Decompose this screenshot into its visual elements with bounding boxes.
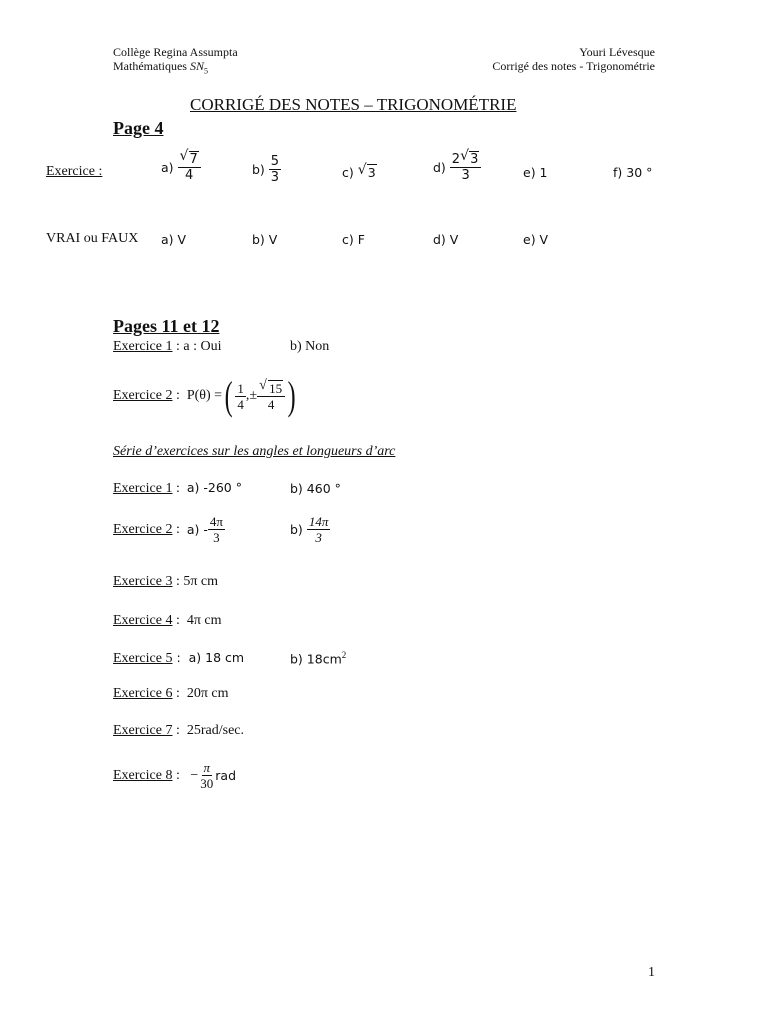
serie-ex5-b-sup: 2 <box>341 650 347 660</box>
sqrt-icon: √ <box>259 377 267 393</box>
subject-code: SN <box>189 59 204 73</box>
d-rad: 3 <box>470 152 479 167</box>
right-paren-icon: ) <box>287 373 296 418</box>
serie-ex5-b-text: b) 18cm <box>290 651 342 667</box>
serie-ex2-b-frac <box>307 514 331 545</box>
serie-ex2-b-label: b) <box>290 522 303 537</box>
d-coef: 2 <box>451 152 461 167</box>
sqrt-icon: √ <box>357 162 367 178</box>
serie-ex8-sep: : − <box>172 767 199 783</box>
serie-ex7-value: : 25rad/sec. <box>172 723 244 738</box>
p11-ex1-b: b) Non <box>290 339 330 354</box>
serie-ex2-b <box>290 514 330 545</box>
vf-c: c) F <box>342 232 365 247</box>
serie-ex2-a: a) - <box>186 522 208 537</box>
page4-heading: Page 4 <box>113 118 164 138</box>
answer-a-label: a) <box>161 160 174 175</box>
a-num: 7 <box>189 152 198 167</box>
serie-ex2-b-num: 14π <box>308 514 329 529</box>
serie-exercice-2 <box>113 514 225 545</box>
serie-exercice-1 <box>113 480 242 497</box>
serie-exercice-3 <box>113 574 218 590</box>
left-paren-icon: ( <box>224 373 233 418</box>
serie-title: Série d’exercices sur les angles et longueurs d’arc <box>113 444 396 459</box>
p11-ex2-n2: 15 <box>269 380 283 396</box>
author-name: Youri Lévesque <box>579 45 655 59</box>
page4-answer-d <box>433 148 481 183</box>
serie-ex1-sep: : <box>172 481 187 496</box>
serie-ex8-frac <box>198 760 215 791</box>
serie-ex4-label: Exercice 4 <box>113 613 173 628</box>
serie-exercice-8 <box>113 760 236 791</box>
vf-e: e) V <box>523 232 549 247</box>
school-name: Collège Regina Assumpta <box>113 45 238 59</box>
subject <box>113 59 208 78</box>
p11-ex2-sep: : P(θ) = <box>172 388 223 403</box>
answer-c-label: c) <box>342 165 354 180</box>
serie-ex6-label: Exercice 6 <box>113 686 173 701</box>
serie-ex7-label: Exercice 7 <box>113 723 173 738</box>
serie-ex1-label: Exercice 1 <box>113 481 173 496</box>
vf-b: b) V <box>252 232 278 247</box>
p11-ex1-value: : a : Oui <box>172 339 222 354</box>
serie-ex2-a-num: 4π <box>209 514 223 529</box>
page4-answer-e: e) 1 <box>523 165 548 180</box>
vf-a: a) V <box>161 232 187 247</box>
pages11-heading: Pages 11 et 12 <box>113 316 220 336</box>
serie-ex3-label: Exercice 3 <box>113 574 173 589</box>
serie-ex2-b-den: 3 <box>315 530 322 545</box>
serie-ex2-a-den: 3 <box>213 530 220 545</box>
serie-ex5-label: Exercice 5 <box>113 651 173 666</box>
page4-answer-c <box>342 162 377 180</box>
serie-ex4-value: : 4π cm <box>172 613 222 628</box>
serie-exercice-6 <box>113 686 229 702</box>
serie-ex2-a-frac <box>208 514 225 545</box>
serie-ex2-sep: : <box>172 521 187 537</box>
a-den: 4 <box>185 168 194 183</box>
d-den: 3 <box>461 168 470 183</box>
sqrt-icon: √ <box>460 148 469 164</box>
vf-label: VRAI ou FAUX <box>46 231 139 246</box>
page4-answer-f: f) 30 ° <box>613 165 653 180</box>
serie-ex8-num: π <box>203 760 211 775</box>
c-val: 3 <box>367 165 376 180</box>
p11-ex2-frac1 <box>235 381 246 412</box>
answer-d-label: d) <box>433 160 446 175</box>
subject-prefix: Mathématiques <box>113 59 190 73</box>
p11-ex2-n1: 1 <box>237 380 244 396</box>
vf-d: d) V <box>433 232 459 247</box>
doc-label: Corrigé des notes - Trigonométrie <box>492 59 655 73</box>
serie-ex3-value: : 5π cm <box>172 574 219 589</box>
p11-exercice-1 <box>113 339 221 355</box>
serie-ex1-b: b) 460 ° <box>290 481 341 496</box>
p11-ex2-d1: 4 <box>237 396 244 412</box>
answer-d-fraction <box>450 148 482 183</box>
serie-exercice-7 <box>113 723 244 739</box>
p11-ex2-frac2 <box>257 377 285 412</box>
serie-exercice-4 <box>113 613 222 629</box>
serie-ex5-value: : a) 18 cm <box>172 650 245 665</box>
page4-answer-a <box>161 148 201 183</box>
page-number: 1 <box>648 965 655 980</box>
answer-a-fraction <box>178 148 201 183</box>
answer-b-fraction <box>269 154 281 185</box>
serie-ex2-label: Exercice 2 <box>113 521 173 537</box>
serie-ex1-a: a) -260 ° <box>186 480 242 495</box>
page4-answer-b <box>252 154 281 185</box>
answer-b-label: b) <box>252 162 265 177</box>
p11-ex2-d2: 4 <box>267 396 275 412</box>
p11-exercice-2 <box>113 373 298 418</box>
b-den: 3 <box>270 170 280 185</box>
b-num: 5 <box>270 154 280 169</box>
serie-ex5-b <box>290 650 346 669</box>
serie-exercice-5 <box>113 650 244 667</box>
subject-sub: 5 <box>204 66 208 76</box>
p11-ex2-pm: ,± <box>245 388 258 403</box>
p11-ex2-label: Exercice 2 <box>113 388 173 403</box>
serie-ex8-unit: rad <box>215 768 236 783</box>
page4-exercice-label: Exercice : <box>46 164 103 179</box>
page-title: CORRIGÉ DES NOTES – TRIGONOMÉTRIE <box>190 95 517 114</box>
serie-ex8-label: Exercice 8 <box>113 767 173 783</box>
serie-ex6-value: : 20π cm <box>172 686 229 701</box>
sqrt-icon: √ <box>179 148 189 164</box>
p11-ex1-label: Exercice 1 <box>113 339 173 354</box>
serie-ex8-den: 30 <box>200 776 214 791</box>
